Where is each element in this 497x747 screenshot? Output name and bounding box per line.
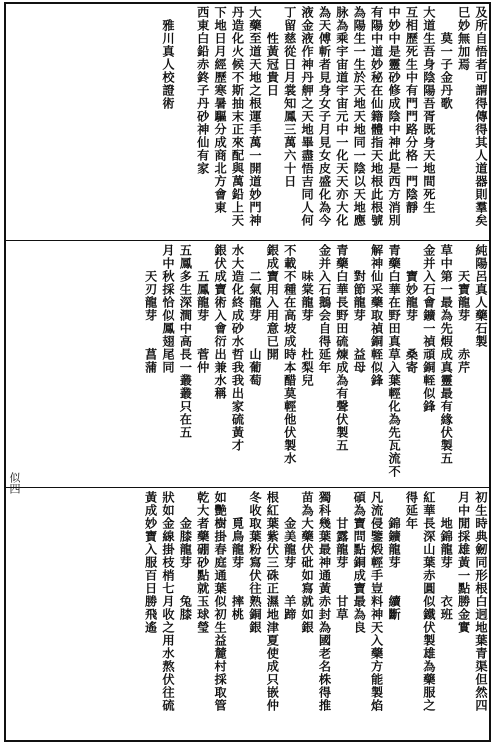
text-column: 青藥白華在野田真草入葉輕化為先瓦流不 [387, 244, 402, 478]
text-column: 及所自悟者可謂得傳得其人道器則羣矣 [474, 6, 488, 227]
text-column: 黃成妙寶入服百日勝飛遙 [143, 491, 158, 634]
text-column: 莫一子金丹歌 [439, 6, 454, 110]
text-column: 寶妙龍芽 桑寄 [404, 244, 419, 374]
text-column: 青藥白華長野田硫煉成為有聲伏製五 [334, 244, 349, 452]
text-column: 獨科幾葉最神通黃赤封為國老名株得推 [317, 491, 332, 712]
text-column: 為天傅斬者見身女子月見女皮盛化為今 [317, 6, 332, 227]
text-column: 金并入石鵝会自得延年 [317, 244, 332, 374]
bottom-columns [141, 491, 489, 738]
text-column: 巳妙無加焉 [456, 6, 471, 71]
text-column: 大道生吾身陰陽吾胥既身天地間死生 [421, 6, 436, 214]
middle-columns [141, 244, 489, 484]
text-column: 大藥至道天地之根運手萬一開道妙門神 [247, 6, 262, 227]
text-column: 五鳳龍芽 菅仲 [195, 244, 210, 374]
panel-divider-upper [4, 240, 491, 241]
text-column [176, 6, 193, 238]
text-column: 中妙中是靈砂修成陰中神此是西方消別 [387, 6, 402, 227]
text-column: 解神仙采藥取禎銅輊似鋒 [369, 244, 384, 387]
text-column: 純陽呂真人藥石製 [474, 244, 488, 348]
text-column: 如艷樹掛春庭通葉似初生益麓村採取管 [213, 491, 228, 712]
text-column: 金膝龍芽 兔膝 [178, 491, 193, 621]
text-column: 月中秋採恰似鳳翅尾同 [160, 244, 175, 374]
text-column: 錦鑛龍芽 續斷 [387, 491, 402, 621]
text-column: 不載不種在高坡成時本醋莫輕他伏製水 [282, 244, 297, 465]
text-column: 對節龍芽 益母 [352, 244, 367, 374]
text-column: 地錦龍芽 衣班 [439, 491, 454, 621]
page-number: 似四 [8, 472, 21, 494]
top-columns [159, 6, 489, 238]
text-column: 碩為寶問點銅成寶最為良 [352, 491, 367, 634]
text-column: 金美龍芽 羊蹄 [282, 491, 297, 621]
text-column: 得延年 [404, 491, 419, 530]
text-column: 丁留慈從日月裳知鳳三萬六十日 [282, 6, 297, 188]
text-column: 紅華長深山葉赤圓似鐵伏製雄為藥服之 [421, 491, 436, 712]
text-column: 狀如金線掛枝梢七月收之用水熬伏往硫 [160, 491, 175, 712]
text-column: 銀成寶用入用意已開 [265, 244, 280, 361]
top-text-panel [6, 6, 489, 238]
middle-text-panel [6, 244, 489, 484]
text-column: 根紅葉紫伏三硃正濕地津夏使成只嵌仲 [265, 491, 280, 712]
text-column: 液金液作神丹舺之天地畢盡悟吉同人何 [300, 6, 315, 227]
text-column: 味棠龍芽 杜梨兒 [300, 244, 315, 387]
text-column: 凡流侵鑒煅輕手豈料神天入藥方能製焰 [369, 491, 384, 712]
text-column: 下地日月經歷寒暑驅分成商北方會東 [213, 6, 228, 214]
text-column: 有陽中道妙秘在仙籍體指天地根此根號 [369, 6, 384, 227]
text-column: 互相歷死生中有門門路分格一門陰靜 [404, 6, 419, 214]
text-column: 雅川真人校證術 [160, 6, 175, 110]
text-column: 五鳳多生深澗中高長一叢叢只在五 [178, 244, 193, 439]
text-column: 脉為乘宇宙道宇宙元中一化天天亦大化 [334, 6, 349, 227]
text-column: 初生時典劒同形根白迥地葉青渠但然四 [474, 491, 488, 712]
text-column: 水大造化終成砂水哲我我出家硫黃才 [230, 244, 245, 452]
text-column: 天刃龍芽 菖蒲 [143, 244, 158, 374]
text-column: 二氣龍芽 山葡萄 [247, 244, 262, 387]
text-column: 西東白鉛赤鉖子丹砂神仙有家 [195, 6, 210, 175]
text-column: 銀伏成寶術入會衍出兼水稱 [213, 244, 228, 400]
text-column: 冬收取葉粉寫伏往熟銅銀 [247, 491, 262, 634]
text-column: 草中第一最為先煆成真靈最有緣伏製五 [439, 244, 454, 465]
text-column: 乾大者藥硼砂點就玉球瑩 [195, 491, 210, 634]
text-column: 覓鳥龍芽 摔桃 [230, 491, 245, 621]
text-column: 月中閒採雄黃一點勝金實 [456, 491, 471, 634]
text-column: 天寶龍芽 赤芹 [456, 244, 471, 374]
text-column: 金并入石會鑛一禎頑銅輊似鋒 [421, 244, 436, 413]
bottom-text-panel [6, 491, 489, 738]
text-column: 丹造化火候不斯抽末正來配與萬鉛上天 [230, 6, 245, 227]
text-column: 苗為大藥伏砒如寫就如銀 [300, 491, 315, 634]
text-column: 為陽生一生於天地天地同一陰以天地應 [352, 6, 367, 227]
text-column: 甘露龍芽 甘草 [334, 491, 349, 621]
text-column: 性黃冠貴日 [265, 6, 280, 97]
panel-divider-lower [4, 487, 491, 488]
